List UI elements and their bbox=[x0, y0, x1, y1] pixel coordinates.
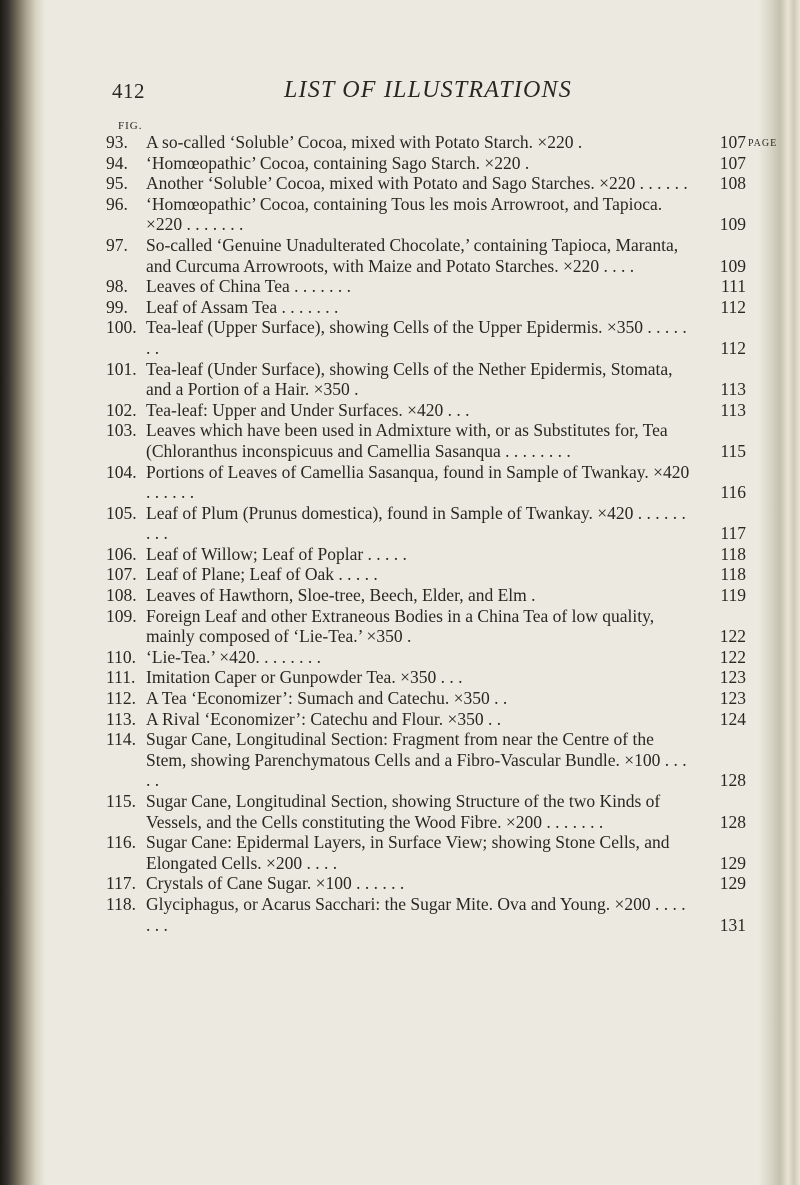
page-reference: 123 bbox=[719, 688, 746, 709]
figure-caption: Tea-leaf (Under Surface), showing Cells of the Nether Epidermis, Stomata, and a Portion of a Hair. ×350 . bbox=[146, 358, 673, 400]
figure-caption: Leaf of Plum (Prunus domestica), found in Sample of Twankay. ×420 . . . . . . . . . bbox=[146, 502, 686, 544]
figure-caption: Tea-leaf (Upper Surface), showing Cells of the Upper Epidermis. ×350 . . . . . . . bbox=[146, 317, 687, 358]
figure-caption: Sugar Cane, Longitudinal Section, showing Structure of the two Kinds of Vessels, and the Cells constituting the Wood Fibre. ×200 . . . . . . . bbox=[146, 791, 661, 832]
figure-number: 102. bbox=[106, 399, 137, 420]
page-reference: 128 bbox=[719, 811, 746, 832]
page-reference: 111 bbox=[721, 276, 746, 297]
list-entry bbox=[106, 606, 746, 647]
figure-number: 99. bbox=[106, 296, 128, 317]
figure-caption: Sugar Cane: Epidermal Layers, in Surface View; showing Stone Cells, and Elongated Cells. ×200 . . . . bbox=[146, 832, 670, 873]
figure-number: 98. bbox=[106, 276, 128, 297]
list-entry bbox=[106, 297, 746, 318]
figure-number: 114. bbox=[106, 729, 136, 750]
page-edge bbox=[758, 0, 800, 1185]
page-reference: 118 bbox=[720, 564, 746, 585]
page-reference: 108 bbox=[719, 173, 746, 194]
page-reference: 129 bbox=[719, 852, 746, 873]
figure-caption: Leaf of Plane; Leaf of Oak . . . . . bbox=[146, 564, 378, 585]
list-entry bbox=[106, 235, 746, 276]
figure-number: 111. bbox=[106, 667, 136, 688]
figure-caption: So-called ‘Genuine Unadulterated Chocolate,’ containing Tapioca, Maranta, and Curcuma Arrowroots, with Maize and Potato Starches. ×220 . . . . bbox=[146, 234, 679, 276]
page-reference: 112 bbox=[720, 337, 746, 358]
figure-caption: Leaves of China Tea . . . . . . . bbox=[146, 276, 351, 297]
figure-caption: A so-called ‘Soluble’ Cocoa, mixed with Potato Starch. ×220 . bbox=[146, 132, 583, 152]
page-reference: 123 bbox=[719, 667, 746, 688]
list-entry bbox=[106, 359, 746, 400]
figure-caption: A Tea ‘Economizer’: Sumach and Catechu. ×350 . . bbox=[146, 688, 508, 709]
figure-number: 101. bbox=[106, 358, 137, 379]
figure-caption: ‘Lie-Tea.’ ×420. . . . . . . . bbox=[146, 646, 321, 667]
page-reference: 107 bbox=[719, 152, 746, 173]
figure-number: 94. bbox=[106, 152, 128, 173]
list-entry bbox=[106, 153, 746, 174]
page-reference: 124 bbox=[719, 708, 746, 729]
figure-caption: ‘Homœopathic’ Cocoa, containing Sago Starch. ×220 . bbox=[146, 152, 530, 173]
page-reference: 129 bbox=[719, 873, 746, 894]
figure-number: 116. bbox=[106, 832, 136, 853]
figure-number: 112. bbox=[106, 688, 136, 709]
list-entry bbox=[106, 462, 746, 503]
list-entry bbox=[106, 832, 746, 873]
figure-caption: Sugar Cane, Longitudinal Section: Fragment from near the Centre of the Stem, showing Parenchymatous Cells and a Fibro-Vascular Bundle. ×100 . . . . . bbox=[146, 729, 687, 791]
page-number: 412 bbox=[112, 79, 145, 103]
page-reference: 107 bbox=[719, 132, 746, 152]
page-reference: 122 bbox=[719, 646, 746, 667]
figure-caption: Portions of Leaves of Camellia Sasanqua, found in Sample of Twankay. ×420 . . . . . . bbox=[146, 461, 690, 503]
figure-number: 95. bbox=[106, 173, 128, 194]
figure-number: 104. bbox=[106, 461, 137, 482]
figure-caption: Another ‘Soluble’ Cocoa, mixed with Potato and Sago Starches. ×220 . . . . . . bbox=[146, 173, 688, 194]
figure-number: 118. bbox=[106, 893, 136, 914]
list-entry bbox=[106, 791, 746, 832]
figure-caption: Foreign Leaf and other Extraneous Bodies in a China Tea of low quality, mainly composed of ‘Lie-Tea.’ ×350 . bbox=[146, 605, 655, 647]
book-spine-shadow bbox=[0, 0, 46, 1185]
list-entry bbox=[106, 317, 746, 358]
running-header bbox=[112, 73, 712, 113]
list-entry bbox=[106, 564, 746, 585]
list-entry bbox=[106, 894, 746, 935]
list-entry bbox=[106, 173, 746, 194]
illustrations-list bbox=[106, 132, 746, 935]
figure-caption: Leaf of Assam Tea . . . . . . . bbox=[146, 296, 339, 317]
figure-caption: Leaf of Willow; Leaf of Poplar . . . . . bbox=[146, 543, 407, 564]
page-reference: 113 bbox=[720, 399, 746, 420]
page-reference: 109 bbox=[719, 214, 746, 235]
figure-number: 109. bbox=[106, 605, 137, 626]
list-entry bbox=[106, 544, 746, 565]
fig-column-label: FIG. bbox=[118, 120, 143, 132]
list-entry bbox=[106, 503, 746, 544]
page-reference: 113 bbox=[720, 379, 746, 400]
list-entry bbox=[106, 688, 746, 709]
figure-caption: Leaves which have been used in Admixture with, or as Substitutes for, Tea (Chloranthus inconspicuus and Camellia Sasanqua . . . . . . . . bbox=[146, 420, 668, 461]
page-reference: 117 bbox=[720, 523, 746, 544]
list-entry bbox=[106, 647, 746, 668]
figure-caption: ‘Homœopathic’ Cocoa, containing Tous les mois Arrowroot, and Tapioca. ×220 . . . . . . . bbox=[146, 193, 663, 235]
figure-number: 97. bbox=[106, 234, 128, 255]
list-entry bbox=[106, 585, 746, 606]
figure-number: 110. bbox=[106, 646, 136, 667]
figure-caption: Tea-leaf: Upper and Under Surfaces. ×420 . . . bbox=[146, 399, 470, 420]
figure-number: 107. bbox=[106, 564, 137, 585]
figure-number: 100. bbox=[106, 317, 137, 338]
list-entry bbox=[106, 132, 746, 153]
figure-caption: Leaves of Hawthorn, Sloe-tree, Beech, Elder, and Elm . bbox=[146, 585, 536, 606]
page-column-label: PAGE bbox=[748, 138, 778, 149]
figure-number: 106. bbox=[106, 543, 137, 564]
list-entry bbox=[106, 400, 746, 421]
page-reference: 112 bbox=[720, 296, 746, 317]
list-entry bbox=[106, 729, 746, 791]
page-reference: 119 bbox=[720, 585, 746, 606]
page-reference: 128 bbox=[719, 770, 746, 791]
figure-number: 115. bbox=[106, 791, 136, 811]
figure-number: 96. bbox=[106, 193, 128, 214]
page-reference: 109 bbox=[719, 255, 746, 276]
list-entry bbox=[106, 276, 746, 297]
page-reference: 118 bbox=[720, 543, 746, 564]
list-entry bbox=[106, 420, 746, 461]
figure-number: 105. bbox=[106, 502, 137, 523]
page-reference: 131 bbox=[719, 914, 746, 935]
figure-number: 108. bbox=[106, 585, 137, 606]
figure-caption: A Rival ‘Economizer’: Catechu and Flour. ×350 . . bbox=[146, 708, 502, 729]
list-entry bbox=[106, 667, 746, 688]
list-entry bbox=[106, 194, 746, 235]
list-entry bbox=[106, 873, 746, 894]
figure-caption: Glyciphagus, or Acarus Sacchari: the Sugar Mite. Ova and Young. ×200 . . . . . . . bbox=[146, 893, 686, 935]
figure-number: 113. bbox=[106, 708, 136, 729]
figure-number: 103. bbox=[106, 420, 137, 441]
figure-number: 93. bbox=[106, 132, 128, 152]
page-reference: 115 bbox=[720, 440, 746, 461]
page-reference: 116 bbox=[720, 482, 746, 503]
page-reference: 122 bbox=[719, 626, 746, 647]
list-entry bbox=[106, 709, 746, 730]
figure-caption: Imitation Caper or Gunpowder Tea. ×350 . . . bbox=[146, 667, 463, 688]
running-title: LIST OF ILLUSTRATIONS bbox=[284, 77, 572, 103]
figure-number: 117. bbox=[106, 873, 136, 894]
figure-caption: Crystals of Cane Sugar. ×100 . . . . . . bbox=[146, 873, 405, 894]
